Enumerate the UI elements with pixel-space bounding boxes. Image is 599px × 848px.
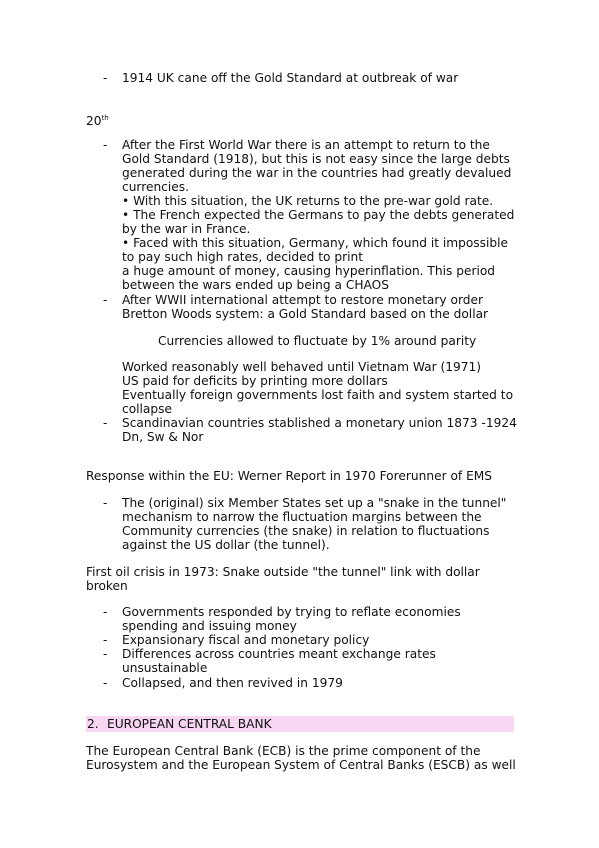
century-heading: 20th [86,114,109,128]
list-bullet: - [103,416,108,430]
text-line: Eurosystem and the European System of Central Banks (ESCB) as well [86,758,516,772]
text-line: Community currencies (the snake) in relation to fluctuations [122,524,490,538]
text-line: • The French expected the Germans to pay the debts generated [122,208,515,222]
list-bullet: - [103,293,108,307]
text-line: a huge amount of money, causing hyperinflation. This period [122,264,496,278]
text-line: Gold Standard (1918), but this is not easy since the large debts [122,152,510,166]
section-heading: EUROPEAN CENTRAL BANK [107,717,272,731]
text-line: Eventually foreign governments lost faith and system started to [122,388,514,402]
text-line: between the wars ended up being a CHAOS [122,278,389,292]
list-bullet: - [103,71,108,85]
text-line: Collapsed, and then revived in 1979 [122,676,343,690]
list-bullet: - [103,676,108,690]
text-line: currencies. [122,180,189,194]
text-line: to pay such high rates, decided to print [122,250,363,264]
text-line: Differences across countries meant exchange rates [122,647,436,661]
text-line: Bretton Woods system: a Gold Standard based on the dollar [122,307,489,321]
text-line: After WWII international attempt to restore monetary order [122,293,483,307]
section-number: 2. [87,717,99,731]
text-line: Governments responded by trying to reflate economies [122,605,461,619]
paragraph-werner: Response within the EU: Werner Report in 1970 Forerunner of EMS [86,469,493,483]
list-bullet: - [103,496,108,510]
list-bullet: - [103,633,108,647]
text-line: generated during the war in the countries had greatly devalued [122,166,512,180]
text-line: Worked reasonably well behaved until Vietnam War (1971) [122,360,482,374]
centered-text-line: Currencies allowed to fluctuate by 1% around parity [158,334,477,348]
text-line: Scandinavian countries stablished a monetary union 1873 -1924 [122,416,517,430]
paragraph-oil-crisis: broken [86,579,128,593]
text-line: against the US dollar (the tunnel). [122,538,330,552]
text-line: Expansionary fiscal and monetary policy [122,633,370,647]
text-line: The (original) six Member States set up a "snake in the tunnel" [122,496,507,510]
text-line: collapse [122,402,172,416]
text-line: spending and issuing money [122,619,297,633]
text-line: mechanism to narrow the fluctuation margins between the [122,510,482,524]
text-line: US paid for deficits by printing more dollars [122,374,388,388]
list-bullet: - [103,605,108,619]
text-line: The European Central Bank (ECB) is the prime component of the [86,744,481,758]
text-line: unsustainable [122,661,208,675]
text-line: After the First World War there is an attempt to return to the [122,138,490,152]
text-line: • Faced with this situation, Germany, which found it impossible [122,236,509,250]
list-bullet: - [103,647,108,661]
paragraph-oil-crisis: First oil crisis in 1973: Snake outside "the tunnel" link with dollar [86,565,480,579]
text-line: • With this situation, the UK returns to the pre-war gold rate. [122,194,494,208]
list-item-1914: 1914 UK cane off the Gold Standard at outbreak of war [122,71,459,85]
text-line: Dn, Sw & Nor [122,430,204,444]
text-line: by the war in France. [122,222,251,236]
list-bullet: - [103,138,108,152]
